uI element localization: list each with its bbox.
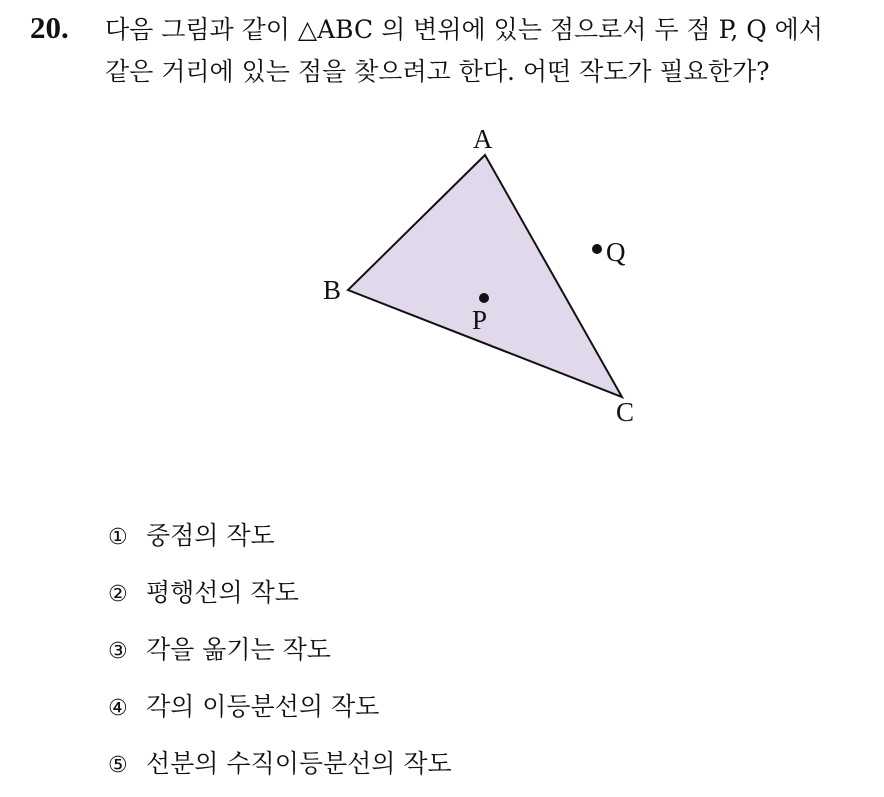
choice-text: 선분의 수직이등분선의 작도 (146, 749, 452, 778)
question-number: 20. (30, 10, 69, 45)
answer-choice-4[interactable] (108, 683, 452, 740)
vertex-label-a: A (473, 124, 493, 154)
answer-choice-1[interactable] (108, 512, 452, 569)
choice-text: 평행선의 작도 (146, 578, 299, 607)
choice-text: 각을 옮기는 작도 (146, 635, 331, 664)
triangle-abc (348, 155, 622, 397)
point-label-q: Q (606, 237, 626, 267)
choice-number: ④ (108, 696, 128, 721)
choice-number: ② (108, 582, 128, 607)
answer-choice-2[interactable] (108, 569, 452, 626)
answer-choices (108, 512, 452, 797)
choice-text: 중점의 작도 (146, 521, 275, 550)
answer-choice-5[interactable] (108, 740, 452, 797)
point-q-dot (592, 244, 602, 254)
choice-number: ③ (108, 639, 128, 664)
point-p-dot (479, 293, 489, 303)
question-text-line-1: 다음 그림과 같이 △ABC 의 변위에 있는 점으로서 두 점 P, Q 에서 (105, 15, 823, 44)
question-text-line-2: 같은 거리에 있는 점을 찾으려고 한다. 어떤 작도가 필요한가? (105, 57, 770, 86)
point-label-p: P (472, 305, 488, 335)
choice-text: 각의 이등분선의 작도 (146, 692, 380, 721)
answer-choice-3[interactable] (108, 626, 452, 683)
vertex-label-b: B (323, 275, 342, 305)
choice-number: ① (108, 525, 128, 550)
choice-number: ⑤ (108, 753, 128, 778)
vertex-label-c: C (616, 397, 635, 427)
